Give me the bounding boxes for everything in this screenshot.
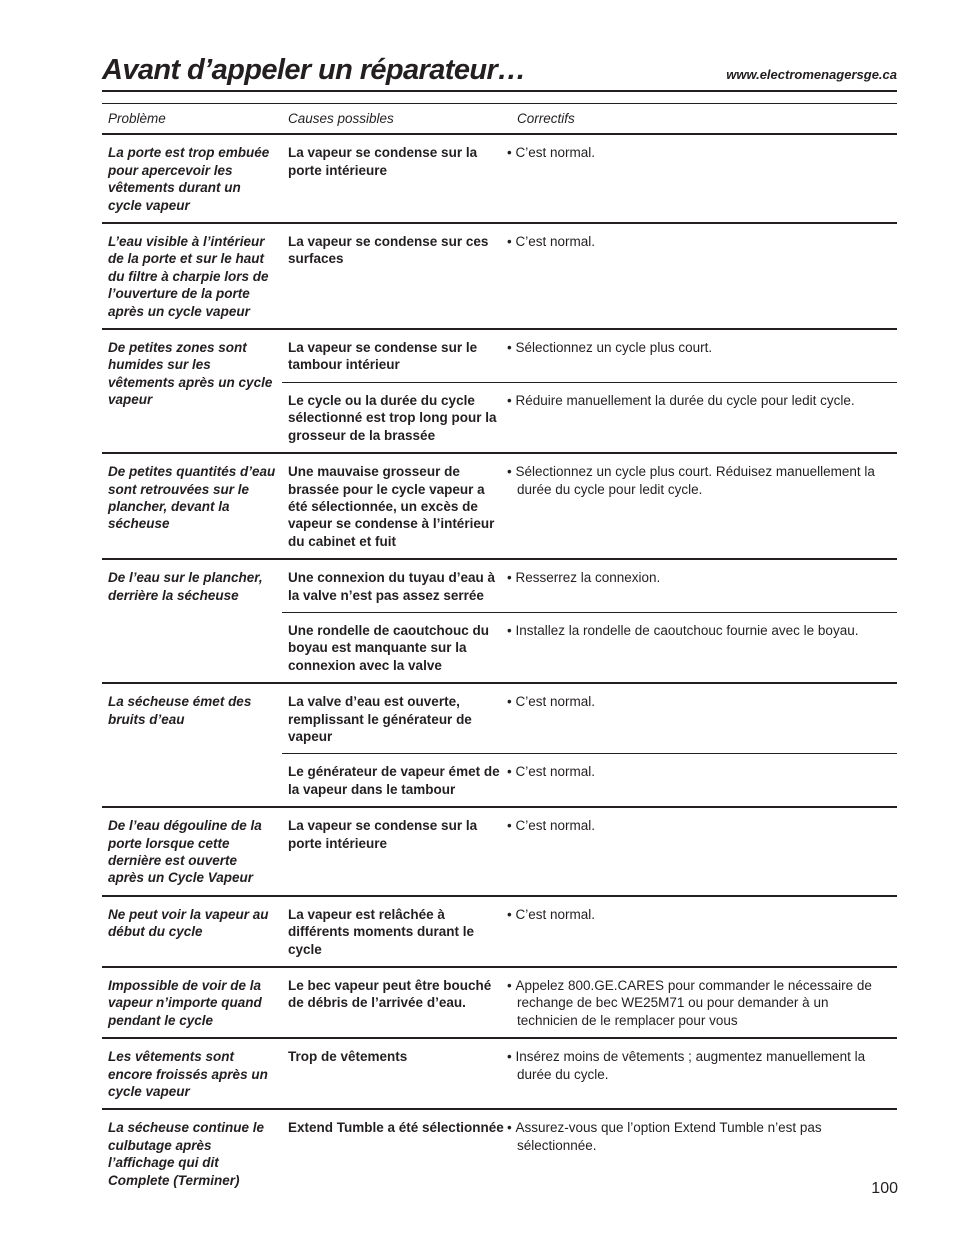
cause-cell: La vapeur se condense sur la porte intérieure xyxy=(282,807,511,896)
table-row xyxy=(102,329,897,382)
table-row xyxy=(102,453,897,559)
fix-cell: • Réduire manuellement la durée du cycle pour ledit cycle. xyxy=(511,382,897,453)
column-header-fixes: Correctifs xyxy=(511,104,897,134)
fix-cell: • C’est normal. xyxy=(511,754,897,807)
column-header-causes: Causes possibles xyxy=(282,104,511,134)
fix-cell: • Sélectionnez un cycle plus court. Réduisez manuellement la durée du cycle pour ledit cycle. xyxy=(511,453,897,559)
cause-cell: Extend Tumble a été sélectionnée xyxy=(282,1109,511,1197)
table-row xyxy=(102,134,897,223)
cause-cell: Une connexion du tuyau d’eau à la valve n’est pas assez serrée xyxy=(282,559,511,612)
page-title: Avant d’appeler un réparateur… xyxy=(102,54,526,86)
fix-cell: • Appelez 800.GE.CARES pour commander le nécessaire de rechange de bec WE25M71 ou pour demander à un technicien de le remplacer pour vous xyxy=(511,967,897,1038)
page-header xyxy=(102,52,897,92)
fix-cell: • C’est normal. xyxy=(511,896,897,967)
fix-cell: • Resserrez la connexion. xyxy=(511,559,897,612)
problem-cell: De petites zones sont humides sur les vêtements après un cycle vapeur xyxy=(102,329,282,453)
table-row xyxy=(102,223,897,329)
fix-cell: • Sélectionnez un cycle plus court. xyxy=(511,329,897,382)
problem-cell: Ne peut voir la vapeur au début du cycle xyxy=(102,896,282,967)
problem-cell: La porte est trop embuée pour apercevoir les vêtements durant un cycle vapeur xyxy=(108,145,270,213)
table-row xyxy=(102,559,897,612)
table-body xyxy=(102,134,897,1197)
troubleshooting-table xyxy=(102,104,897,1197)
problem-cell: De l’eau dégouline de la porte lorsque cette dernière est ouverte après un Cycle Vapeur xyxy=(102,807,282,896)
fix-cell: • Assurez-vous que l’option Extend Tumble n’est pas sélectionnée. xyxy=(511,1109,897,1197)
table-header-row xyxy=(102,104,897,134)
fix-cell: • C’est normal. xyxy=(511,807,897,896)
fix-cell: • Installez la rondelle de caoutchouc fournie avec le boyau. xyxy=(511,612,897,683)
fix-cell: • C’est normal. xyxy=(511,223,897,329)
cause-cell: Une rondelle de caoutchouc du boyau est manquante sur la connexion avec la valve xyxy=(282,612,511,683)
table-row xyxy=(102,683,897,754)
cause-cell: La vapeur se condense sur la porte intérieure xyxy=(288,145,478,178)
page-number: 100 xyxy=(871,1180,898,1197)
cause-cell: Le bec vapeur peut être bouché de débris de l’arrivée d’eau. xyxy=(282,967,511,1038)
fix-cell: • C’est normal. xyxy=(511,134,897,223)
header-rule xyxy=(102,90,897,92)
cause-cell: Trop de vêtements xyxy=(282,1038,511,1109)
fix-cell: • C’est normal. xyxy=(511,683,897,754)
problem-cell: Les vêtements sont encore froissés après un cycle vapeur xyxy=(102,1038,282,1109)
website-url: www.electromenagersge.ca xyxy=(726,67,897,82)
problem-cell: La sécheuse émet des bruits d’eau xyxy=(102,683,282,807)
cause-cell: Une mauvaise grosseur de brassée pour le cycle vapeur a été sélectionnée, un excès de vapeur se condense à l’intérieur du cabinet et fuit xyxy=(282,453,511,559)
problem-cell: Impossible de voir de la vapeur n’importe quand pendant le cycle xyxy=(102,967,282,1038)
fix-cell: • Insérez moins de vêtements ; augmentez manuellement la durée du cycle. xyxy=(511,1038,897,1109)
table-row xyxy=(102,1038,897,1109)
cause-cell: La vapeur est relâchée à différents moments durant le cycle xyxy=(282,896,511,967)
problem-cell: L’eau visible à l’intérieur de la porte et sur le haut du filtre à charpie lors de l’ouverture de la porte après un cycle vapeur xyxy=(102,223,282,329)
table-row xyxy=(102,967,897,1038)
cause-cell: La vapeur se condense sur le tambour intérieur xyxy=(282,329,511,382)
cause-cell: La valve d’eau est ouverte, remplissant le générateur de vapeur xyxy=(282,683,511,754)
problem-cell: De petites quantités d’eau sont retrouvées sur le plancher, devant la sécheuse xyxy=(102,453,282,559)
column-header-problem: Problème xyxy=(102,104,282,134)
problem-cell: De l’eau sur le plancher, derrière la sécheuse xyxy=(102,559,282,683)
cause-cell: Le cycle ou la durée du cycle sélectionné est trop long pour la grosseur de la brassée xyxy=(282,382,511,453)
table-row xyxy=(102,1109,897,1197)
table-row xyxy=(102,896,897,967)
problem-cell: La sécheuse continue le culbutage après l’affichage qui dit Complete (Terminer) xyxy=(102,1109,282,1197)
cause-cell: La vapeur se condense sur ces surfaces xyxy=(282,223,511,329)
table-row xyxy=(102,807,897,896)
cause-cell: Le générateur de vapeur émet de la vapeur dans le tambour xyxy=(282,754,511,807)
